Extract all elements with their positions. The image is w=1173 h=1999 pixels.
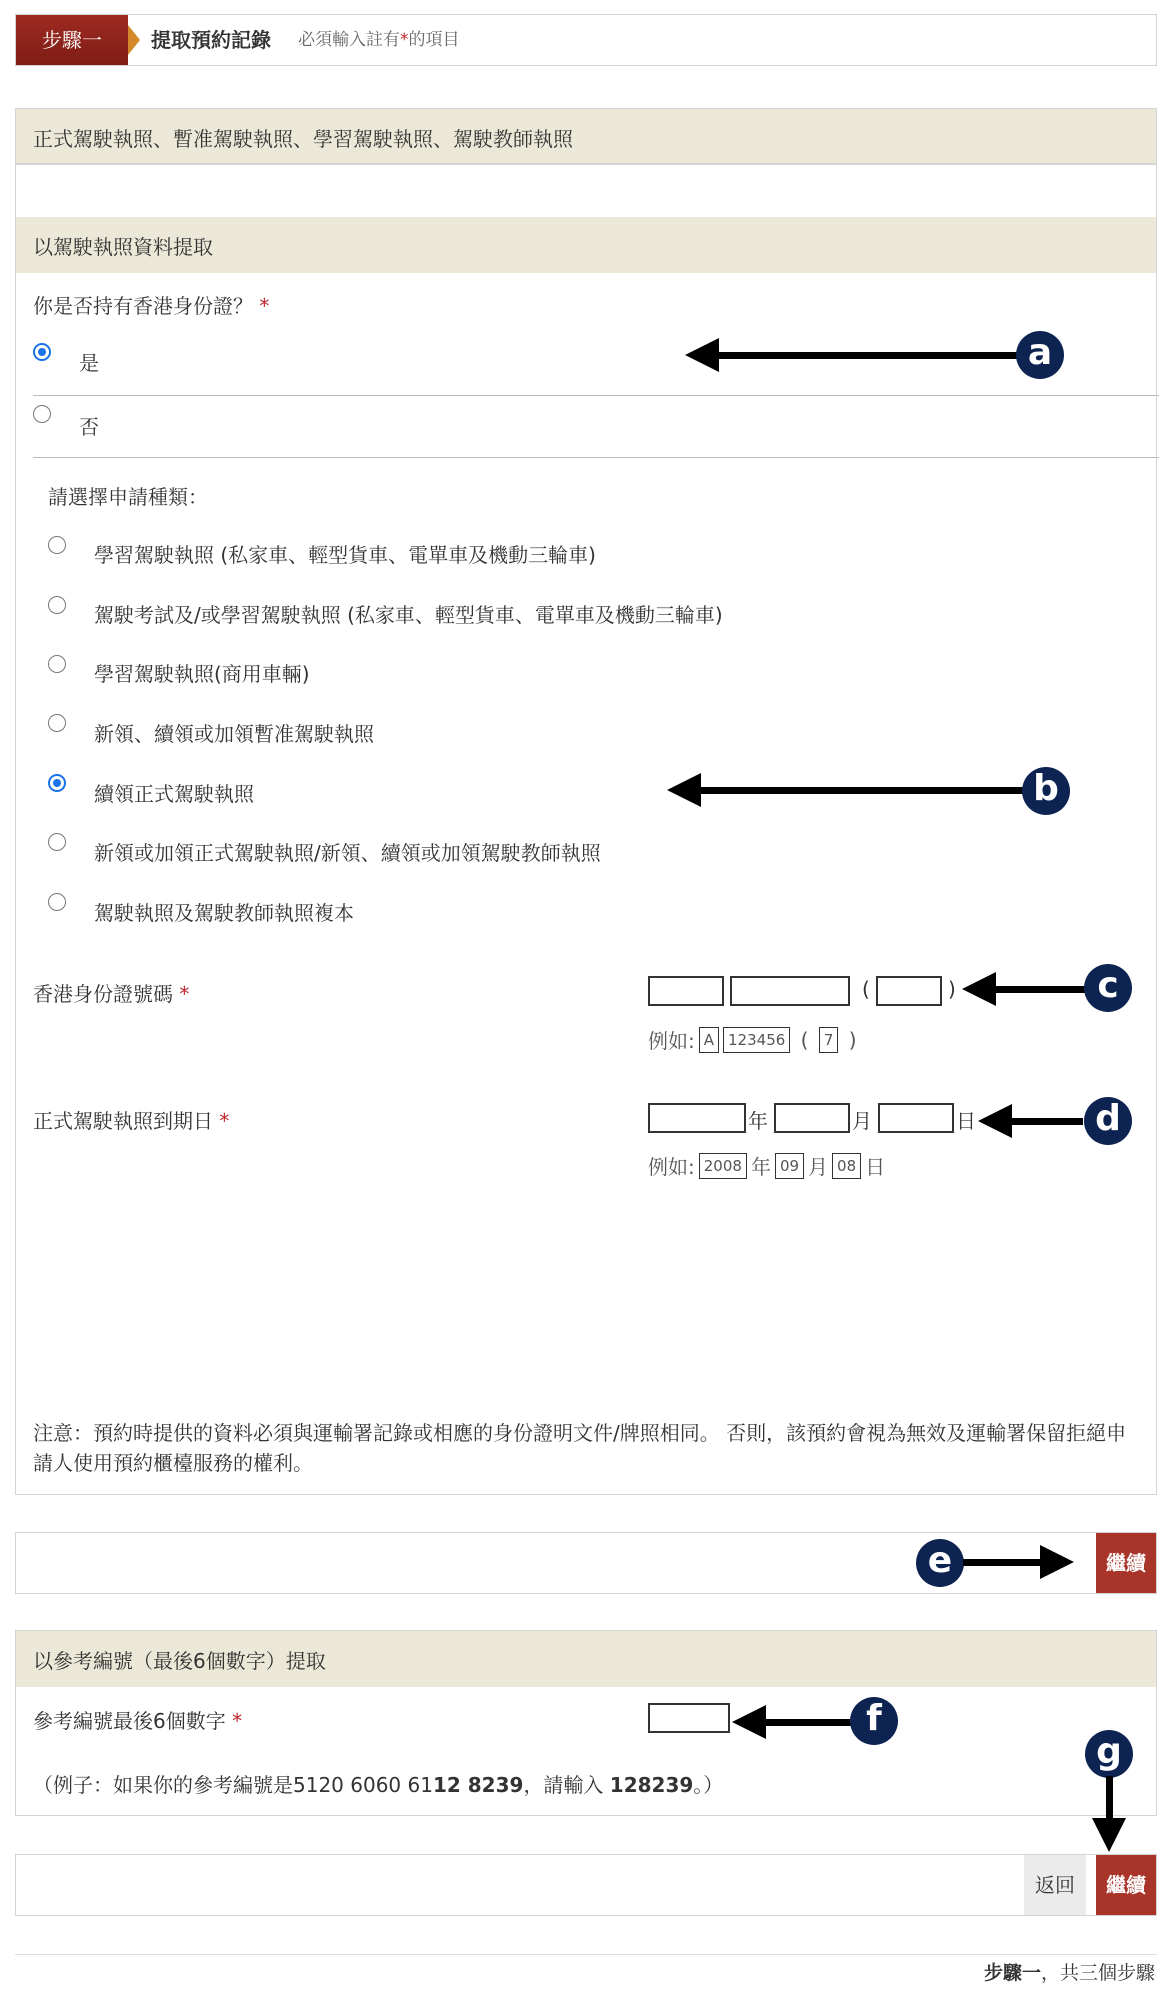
continue-button[interactable]: 繼續	[1096, 1855, 1156, 1915]
divider	[33, 395, 1159, 396]
arrow-a-line	[715, 352, 1025, 359]
reference-input[interactable]	[648, 1703, 730, 1733]
page-title: 提取預約記錄	[151, 28, 271, 52]
step-badge: 步驟一	[16, 15, 128, 65]
month-unit: 月	[852, 1109, 872, 1133]
type-label-6: 駕駛執照及駕駛教師執照複本	[94, 901, 354, 925]
step-indicator-bar	[15, 14, 1157, 66]
back-continue-bar	[15, 1854, 1157, 1916]
arrow-g-head-icon	[1092, 1818, 1126, 1852]
hkid-no-label: 否	[79, 415, 99, 439]
type-radio-2[interactable]	[48, 655, 66, 673]
hkid-example: 例如: A 123456 ( 7 )	[648, 1027, 857, 1053]
step-arrow-icon	[128, 25, 140, 55]
arrow-d-line	[1008, 1118, 1083, 1125]
arrow-d-head-icon	[978, 1104, 1012, 1138]
type-label-4: 續領正式駕駛執照	[94, 782, 254, 806]
hkid-number-label: 香港身份證號碼 *	[33, 982, 190, 1006]
marker-a: a	[1016, 331, 1064, 379]
marker-c: c	[1084, 964, 1132, 1012]
arrow-c-line	[990, 986, 1085, 993]
date-example: 例如: 2008 年 09 月 08 日	[648, 1151, 885, 1180]
paren-open: (	[862, 977, 870, 1001]
day-unit: 日	[956, 1109, 976, 1133]
paren-close: )	[948, 977, 956, 1001]
arrow-f-line	[762, 1719, 862, 1726]
year-unit: 年	[748, 1109, 768, 1133]
back-button[interactable]: 返回	[1024, 1855, 1086, 1915]
type-label-1: 駕駛考試及/或學習駕駛執照 (私家車、輕型貨車、電單車及機動三輪車)	[94, 603, 723, 627]
expiry-year-input[interactable]	[648, 1103, 746, 1133]
arrow-b-head-icon	[667, 773, 701, 807]
licence-retrieval-panel	[15, 164, 1157, 1495]
marker-f: f	[850, 1697, 898, 1745]
section-header: 以駕駛執照資料提取	[16, 217, 1156, 273]
type-radio-0[interactable]	[48, 536, 66, 554]
hkid-question: 你是否持有香港身份證？ *	[33, 294, 270, 318]
arrow-c-head-icon	[962, 972, 996, 1006]
arrow-a-head-icon	[685, 338, 719, 372]
choose-type-label: 請選擇申請種類：	[48, 485, 208, 509]
reference-retrieval-panel	[15, 1630, 1157, 1816]
type-label-5: 新領或加領正式駕駛執照/新領、續領或加領駕駛教師執照	[94, 841, 601, 865]
notice-text: 注意：預約時提供的資料必須與運輸署記錄或相應的身份證明文件/牌照相同。 否則，該預約會視為無效及運輸署保留拒絕申請人使用預約櫃檯服務的權利。	[33, 1421, 1127, 1475]
type-radio-6[interactable]	[48, 893, 66, 911]
arrow-e-line	[963, 1559, 1043, 1566]
type-label-2: 學習駕駛執照(商用車輛)	[94, 662, 310, 686]
arrow-e-head-icon	[1040, 1545, 1074, 1579]
arrow-g-line	[1106, 1776, 1113, 1821]
divider	[33, 457, 1159, 458]
expiry-month-input[interactable]	[774, 1103, 850, 1133]
arrow-f-head-icon	[732, 1705, 766, 1739]
expiry-day-input[interactable]	[878, 1103, 954, 1133]
reference-example: （例子：如果你的參考編號是5120 6060 6112 8239，請輸入 128239。）	[33, 1773, 724, 1797]
type-label-0: 學習駕駛執照 (私家車、輕型貨車、電單車及機動三輪車)	[94, 543, 596, 567]
hkid-yes-radio[interactable]	[33, 343, 51, 361]
marker-b: b	[1022, 767, 1070, 815]
hkid-letter-input[interactable]	[648, 976, 724, 1006]
type-radio-3[interactable]	[48, 714, 66, 732]
hkid-no-radio[interactable]	[33, 405, 51, 423]
type-radio-1[interactable]	[48, 596, 66, 614]
expiry-date-label: 正式駕駛執照到期日 *	[33, 1109, 230, 1133]
type-radio-5[interactable]	[48, 833, 66, 851]
reference-label: 參考編號最後6個數字 *	[33, 1709, 243, 1733]
type-radio-4[interactable]	[48, 774, 66, 792]
marker-e: e	[916, 1539, 964, 1587]
licence-types-header: 正式駕駛執照、暫准駕駛執照、學習駕駛執照、駕駛教師執照	[15, 108, 1157, 164]
marker-g: g	[1085, 1730, 1133, 1778]
arrow-b-line	[698, 787, 1033, 794]
type-label-3: 新領、續領或加領暫准駕駛執照	[94, 722, 374, 746]
continue-button[interactable]: 繼續	[1096, 1533, 1156, 1593]
step-footer: 步驟一，共三個步驟	[983, 1962, 1155, 1984]
hkid-digits-input[interactable]	[730, 976, 850, 1006]
required-note: 必須輸入註有*的項目	[298, 30, 460, 50]
section-header: 以參考編號（最後6個數字）提取	[16, 1631, 1156, 1687]
hkid-yes-label: 是	[79, 351, 99, 375]
divider	[15, 1954, 1157, 1955]
marker-d: d	[1084, 1097, 1132, 1145]
hkid-check-digit-input[interactable]	[876, 976, 942, 1006]
